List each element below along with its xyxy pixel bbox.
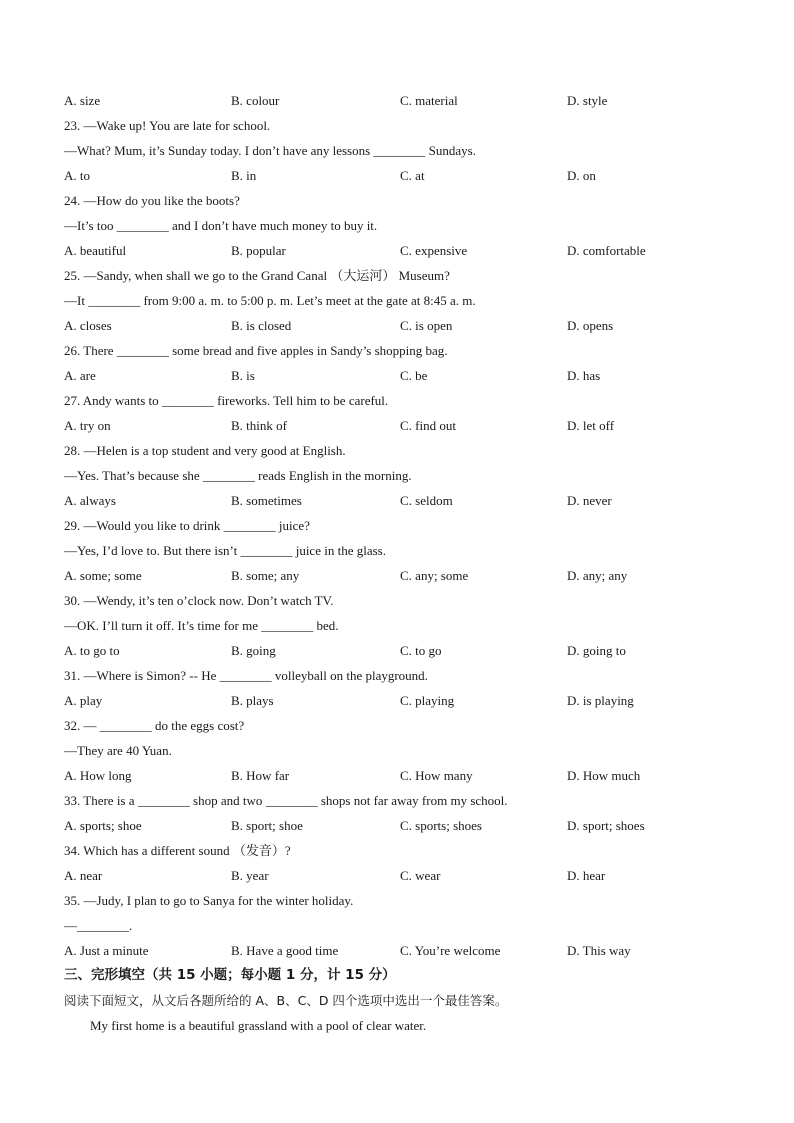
options-row-35: [64, 938, 744, 963]
option-c[interactable]: C. How many: [400, 768, 473, 783]
option-d[interactable]: D. style: [567, 93, 608, 108]
option-c[interactable]: C. playing: [400, 693, 455, 708]
option-d[interactable]: D. opens: [567, 318, 614, 333]
option-a[interactable]: A. Just a minute: [64, 943, 149, 958]
option-a[interactable]: A. are: [64, 368, 96, 383]
question-31-prompt: 31. —Where is Simon? -- He ________ volleyball on the playground.: [64, 668, 428, 683]
option-d[interactable]: D. going to: [567, 643, 626, 658]
question-29-prompt: 29. —Would you like to drink ________ juice?: [64, 518, 310, 533]
options-row-23: [64, 163, 744, 188]
question-26-prompt: 26. There ________ some bread and five apples in Sandy’s shopping bag.: [64, 343, 448, 358]
option-d[interactable]: D. has: [567, 368, 601, 383]
question-32-prompt: 32. — ________ do the eggs cost?: [64, 718, 245, 733]
option-d[interactable]: D. on: [567, 168, 596, 183]
option-a[interactable]: A. near: [64, 868, 103, 883]
option-c[interactable]: C. to go: [400, 643, 442, 658]
option-c[interactable]: C. You’re welcome: [400, 943, 501, 958]
option-c[interactable]: C. be: [400, 368, 428, 383]
option-b[interactable]: B. going: [231, 643, 276, 658]
option-b[interactable]: B. Have a good time: [231, 943, 339, 958]
question-32-reply: —They are 40 Yuan.: [64, 743, 172, 758]
option-a[interactable]: A. some; some: [64, 568, 142, 583]
options-row-26: [64, 363, 744, 388]
option-b[interactable]: B. popular: [231, 243, 286, 258]
options-row-28: [64, 488, 744, 513]
option-c[interactable]: C. sports; shoes: [400, 818, 482, 833]
options-row-22: [64, 88, 744, 113]
option-a[interactable]: A. sports; shoe: [64, 818, 142, 833]
option-c[interactable]: C. seldom: [400, 493, 453, 508]
question-34-prompt: 34. Which has a different sound （发音）?: [64, 843, 291, 858]
option-a[interactable]: A. to: [64, 168, 90, 183]
option-a[interactable]: A. try on: [64, 418, 111, 433]
options-row-25: [64, 313, 744, 338]
option-d[interactable]: D. How much: [567, 768, 641, 783]
option-a[interactable]: A. closes: [64, 318, 112, 333]
question-23-prompt: 23. —Wake up! You are late for school.: [64, 118, 271, 133]
option-d[interactable]: D. is playing: [567, 693, 634, 708]
question-25-reply: —It ________ from 9:00 a. m. to 5:00 p. m. Let’s meet at the gate at 8:45 a. m.: [64, 293, 476, 308]
options-row-24: [64, 238, 744, 263]
option-d[interactable]: D. hear: [567, 868, 606, 883]
option-d[interactable]: D. any; any: [567, 568, 628, 583]
option-b[interactable]: B. plays: [231, 693, 274, 708]
option-a[interactable]: A. play: [64, 693, 103, 708]
question-24-reply: —It’s too ________ and I don’t have much money to buy it.: [64, 218, 378, 233]
exam-page: [64, 88, 744, 1038]
option-c[interactable]: C. wear: [400, 868, 441, 883]
option-d[interactable]: D. sport; shoes: [567, 818, 645, 833]
question-29-reply: —Yes, I’d love to. But there isn’t ________ juice in the glass.: [64, 543, 386, 558]
section-instructions: 阅读下面短文，从文后各题所给的 A、B、C、D 四个选项中选出一个最佳答案。: [64, 993, 508, 1008]
option-d[interactable]: D. This way: [567, 943, 631, 958]
option-b[interactable]: B. in: [231, 168, 257, 183]
options-row-27: [64, 413, 744, 438]
option-c[interactable]: C. expensive: [400, 243, 468, 258]
option-c[interactable]: C. material: [400, 93, 458, 108]
question-28-prompt: 28. —Helen is a top student and very good at English.: [64, 443, 346, 458]
option-a[interactable]: A. beautiful: [64, 243, 127, 258]
options-row-33: [64, 813, 744, 838]
option-c[interactable]: C. at: [400, 168, 425, 183]
question-30-prompt: 30. —Wendy, it’s ten o’clock now. Don’t watch TV.: [64, 593, 334, 608]
question-35-prompt: 35. —Judy, I plan to go to Sanya for the winter holiday.: [64, 893, 354, 908]
option-b[interactable]: B. is closed: [231, 318, 292, 333]
options-row-34: [64, 863, 744, 888]
option-c[interactable]: C. any; some: [400, 568, 469, 583]
option-b[interactable]: B. sometimes: [231, 493, 302, 508]
options-row-32: [64, 763, 744, 788]
option-b[interactable]: B. some; any: [231, 568, 300, 583]
option-b[interactable]: B. sport; shoe: [231, 818, 303, 833]
options-row-29: [64, 563, 744, 588]
passage-first-line: My first home is a beautiful grassland with a pool of clear water.: [90, 1018, 427, 1033]
option-b[interactable]: B. How far: [231, 768, 290, 783]
question-33-prompt: 33. There is a ________ shop and two ________ shops not far away from my school.: [64, 793, 508, 808]
question-35-reply: —________.: [64, 918, 133, 933]
option-a[interactable]: A. always: [64, 493, 116, 508]
option-b[interactable]: B. think of: [231, 418, 287, 433]
option-b[interactable]: B. colour: [231, 93, 280, 108]
option-b[interactable]: B. is: [231, 368, 255, 383]
option-d[interactable]: D. comfortable: [567, 243, 646, 258]
question-23-reply: —What? Mum, it’s Sunday today. I don’t have any lessons ________ Sundays.: [64, 143, 476, 158]
question-24-prompt: 24. —How do you like the boots?: [64, 193, 240, 208]
option-a[interactable]: A. size: [64, 93, 101, 108]
question-28-reply: —Yes. That’s because she ________ reads English in the morning.: [64, 468, 412, 483]
option-c[interactable]: C. is open: [400, 318, 453, 333]
options-row-30: [64, 638, 744, 663]
question-25-prompt: 25. —Sandy, when shall we go to the Grand Canal （大运河） Museum?: [64, 268, 450, 283]
option-c[interactable]: C. find out: [400, 418, 456, 433]
option-d[interactable]: D. never: [567, 493, 612, 508]
section-heading-cloze: 三、完形填空（共 15 小题；每小题 1 分，计 15 分）: [64, 967, 396, 983]
question-30-reply: —OK. I’ll turn it off. It’s time for me ________ bed.: [64, 618, 339, 633]
options-row-31: [64, 688, 744, 713]
option-b[interactable]: B. year: [231, 868, 269, 883]
option-a[interactable]: A. How long: [64, 768, 132, 783]
option-d[interactable]: D. let off: [567, 418, 615, 433]
option-a[interactable]: A. to go to: [64, 643, 120, 658]
question-27-prompt: 27. Andy wants to ________ fireworks. Tell him to be careful.: [64, 393, 389, 408]
